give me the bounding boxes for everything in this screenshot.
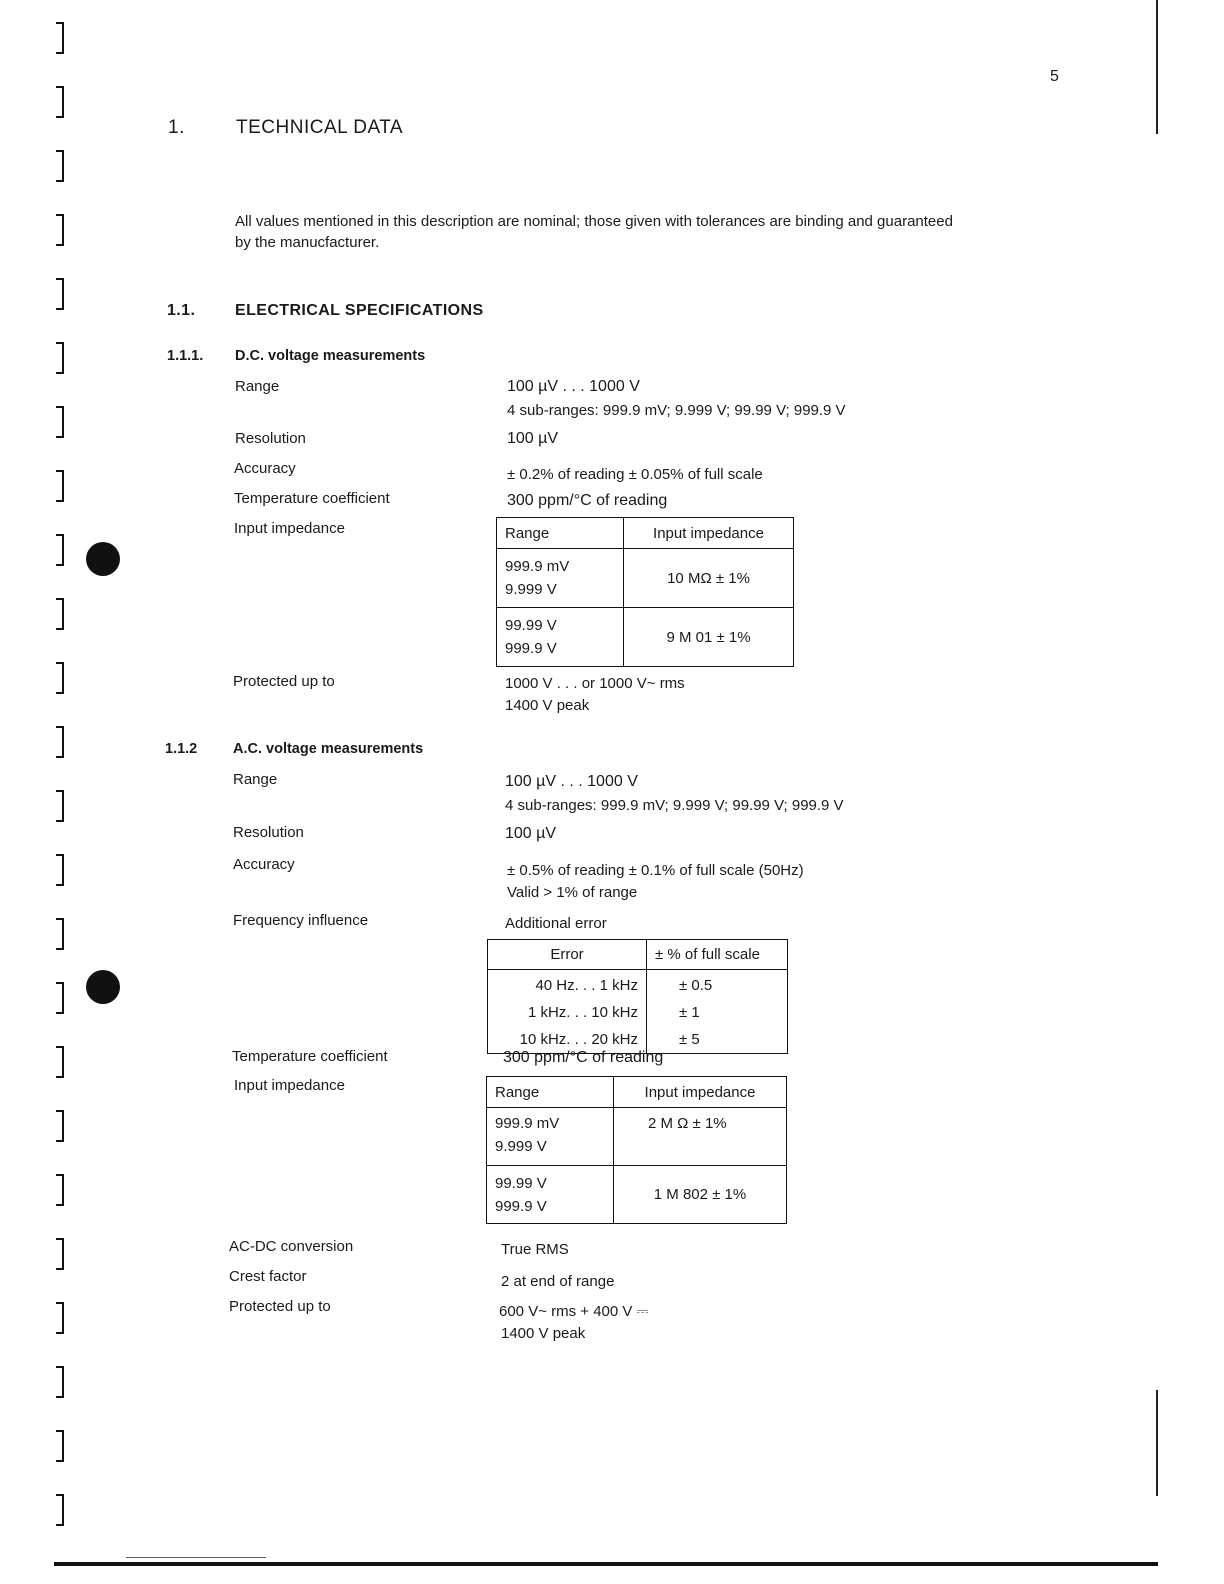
binder-bracket bbox=[56, 278, 64, 310]
ac-frequency-table bbox=[487, 939, 788, 1054]
dc-accuracy-label: Accuracy bbox=[234, 460, 296, 477]
table-header: Input impedance bbox=[624, 518, 794, 549]
table-row bbox=[497, 608, 794, 667]
binder-bracket bbox=[56, 470, 64, 502]
binder-bracket bbox=[56, 982, 64, 1014]
binder-bracket bbox=[56, 150, 64, 182]
right-edge-line bbox=[1156, 0, 1158, 134]
dc-tempco-value: 300 ppm/°C of reading bbox=[507, 492, 668, 509]
binder-bracket bbox=[56, 406, 64, 438]
range-cell: 99.99 V bbox=[495, 1174, 547, 1192]
ac-tempco-label: Temperature coefficient bbox=[232, 1048, 388, 1065]
dc-title: D.C. voltage measurements bbox=[235, 348, 426, 364]
ac-accuracy-label: Accuracy bbox=[233, 856, 295, 873]
page-number: 5 bbox=[1050, 68, 1059, 85]
ac-crest-value: 2 at end of range bbox=[501, 1273, 615, 1290]
binder-bracket bbox=[56, 726, 64, 758]
binder-bracket bbox=[56, 854, 64, 886]
impedance-cell: 1 M 802 ± 1% bbox=[614, 1166, 787, 1224]
binder-bracket bbox=[56, 1366, 64, 1398]
subsection-number: 1.1. bbox=[167, 302, 196, 319]
table-header: ± % of full scale bbox=[647, 940, 788, 970]
ac-acdc-label: AC-DC conversion bbox=[229, 1238, 354, 1255]
dc-protected-label: Protected up to bbox=[233, 673, 335, 690]
dc-range-sub: 4 sub-ranges: 999.9 mV; 9.999 V; 99.99 V; 999.9 V bbox=[507, 402, 846, 419]
impedance-cell: 2 M Ω ± 1% bbox=[614, 1108, 787, 1166]
range-cell: 999.9 mV bbox=[495, 1115, 560, 1132]
binder-bracket bbox=[56, 790, 64, 822]
binder-bracket bbox=[56, 534, 64, 566]
ac-range-value: 100 µV . . . 1000 V bbox=[505, 773, 638, 790]
range-cell: 999.9 mV bbox=[505, 558, 570, 575]
table-header: Error bbox=[488, 940, 647, 970]
binder-bracket bbox=[56, 598, 64, 630]
table-header: Range bbox=[497, 518, 624, 549]
section-number: 1. bbox=[168, 117, 185, 138]
intro-line-2: by the manucfacturer. bbox=[235, 234, 380, 251]
dc-impedance-label: Input impedance bbox=[234, 520, 345, 537]
ac-accuracy-value-1: ± 0.5% of reading ± 0.1% of full scale (50Hz) bbox=[507, 862, 804, 879]
frequency-cell: 40 Hz. . . 1 kHz bbox=[488, 970, 647, 1000]
dc-tempco-label: Temperature coefficient bbox=[234, 490, 390, 507]
ac-accuracy-value-2: Valid > 1% of range bbox=[507, 884, 638, 901]
dc-protected-value-1: 1000 V . . . or 1000 V~ rms bbox=[505, 675, 685, 692]
table-row bbox=[488, 999, 788, 1026]
dc-resolution-value: 100 µV bbox=[507, 430, 559, 447]
punch-hole bbox=[86, 970, 120, 1004]
bottom-mark bbox=[126, 1557, 266, 1558]
dc-resolution-label: Resolution bbox=[235, 430, 306, 447]
binder-bracket bbox=[56, 1430, 64, 1462]
ac-acdc-value: True RMS bbox=[501, 1241, 569, 1258]
binder-bracket bbox=[56, 1174, 64, 1206]
error-cell: ± 0.5 bbox=[647, 970, 788, 1000]
impedance-cell: 9 M 01 ± 1% bbox=[624, 608, 794, 667]
dc-impedance-table bbox=[496, 517, 794, 667]
subsection-title: ELECTRICAL SPECIFICATIONS bbox=[235, 302, 484, 319]
binder-bracket bbox=[56, 1302, 64, 1334]
ac-freq-label: Frequency influence bbox=[233, 912, 369, 929]
table-row bbox=[487, 1166, 787, 1224]
ac-title: A.C. voltage measurements bbox=[233, 741, 424, 757]
dc-accuracy-value: ± 0.2% of reading ± 0.05% of full scale bbox=[507, 466, 763, 483]
table-header: Input impedance bbox=[614, 1077, 787, 1108]
binder-bracket bbox=[56, 1046, 64, 1078]
ac-impedance-table bbox=[486, 1076, 787, 1224]
ac-freq-value: Additional error bbox=[505, 915, 607, 932]
range-cell: 9.999 V bbox=[495, 1138, 547, 1155]
table-row bbox=[487, 1108, 787, 1166]
error-cell: ± 5 bbox=[647, 1026, 788, 1054]
binder-bracket bbox=[56, 214, 64, 246]
ac-protected-label: Protected up to bbox=[229, 1298, 331, 1315]
ac-resolution-value: 100 µV bbox=[505, 825, 557, 842]
dc-protected-value-2: 1400 V peak bbox=[505, 697, 590, 714]
ac-impedance-label: Input impedance bbox=[234, 1077, 345, 1094]
dc-range-value: 100 µV . . . 1000 V bbox=[507, 378, 640, 395]
binder-bracket bbox=[56, 918, 64, 950]
binder-bracket bbox=[56, 22, 64, 54]
dc-range-label: Range bbox=[235, 378, 280, 395]
ac-protected-value-1: 600 V~ rms + 400 V ⎓ bbox=[499, 1303, 649, 1320]
intro-line-1: All values mentioned in this description are nominal; those given with tolerances are binding and guaranteed bbox=[235, 213, 953, 230]
punch-hole bbox=[86, 542, 120, 576]
binder-bracket bbox=[56, 86, 64, 118]
range-cell: 99.99 V bbox=[505, 617, 557, 634]
table-row bbox=[497, 549, 794, 608]
ac-number: 1.1.2 bbox=[165, 741, 198, 757]
binder-bracket bbox=[56, 1238, 64, 1270]
binder-bracket bbox=[56, 342, 64, 374]
binder-bracket bbox=[56, 1494, 64, 1526]
table-row bbox=[488, 970, 788, 1000]
ac-crest-label: Crest factor bbox=[229, 1268, 307, 1285]
ac-range-sub: 4 sub-ranges: 999.9 mV; 9.999 V; 99.99 V; 999.9 V bbox=[505, 797, 844, 814]
range-cell: 9.999 V bbox=[505, 581, 557, 598]
bottom-rule bbox=[54, 1562, 1158, 1566]
binder-bracket bbox=[56, 662, 64, 694]
ac-resolution-label: Resolution bbox=[233, 824, 304, 841]
frequency-cell: 10 kHz. . . 20 kHz bbox=[488, 1026, 647, 1054]
ac-range-label: Range bbox=[233, 771, 278, 788]
impedance-cell: 10 MΩ ± 1% bbox=[624, 549, 794, 608]
binder-bracket bbox=[56, 1110, 64, 1142]
table-header: Range bbox=[487, 1077, 614, 1108]
frequency-cell: 1 kHz. . . 10 kHz bbox=[488, 999, 647, 1026]
right-edge-line bbox=[1156, 1390, 1158, 1496]
error-cell: ± 1 bbox=[647, 999, 788, 1026]
ac-protected-value-2: 1400 V peak bbox=[501, 1325, 586, 1342]
section-title: TECHNICAL DATA bbox=[236, 117, 404, 138]
ac-tempco-value: 300 ppm/°C of reading bbox=[503, 1049, 664, 1066]
dc-number: 1.1.1. bbox=[167, 348, 204, 364]
range-cell: 999.9 V bbox=[505, 640, 557, 657]
range-cell: 999.9 V bbox=[495, 1197, 547, 1215]
